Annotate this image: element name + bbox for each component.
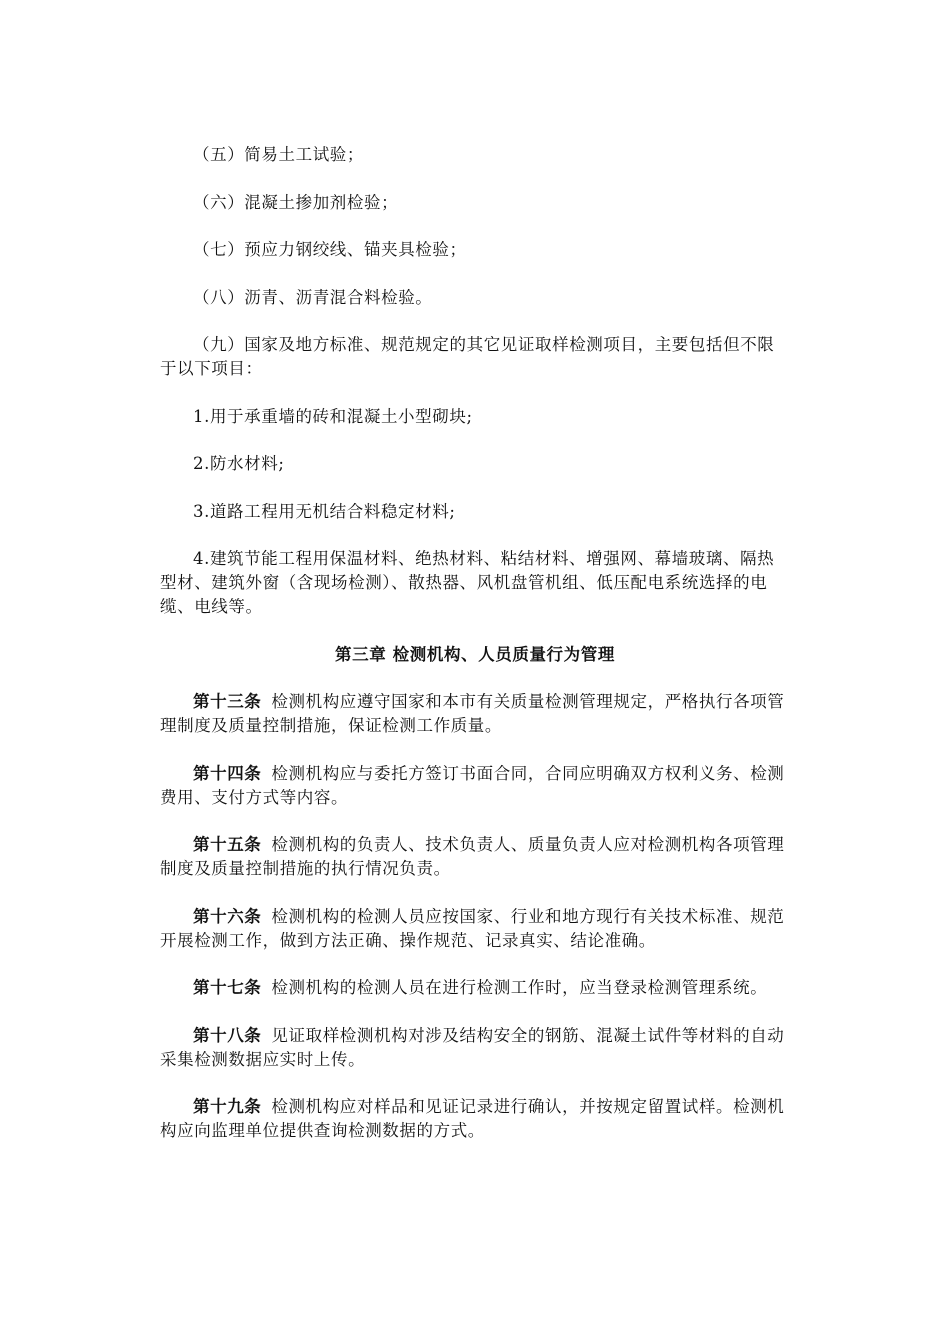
article-17: [160, 976, 790, 1000]
document-page: [160, 143, 790, 1143]
item-5: （五）简易土工试验；: [193, 145, 364, 164]
article-text: 见证取样检测机构对涉及结构安全的钢筋、混凝土试件等材料的自动采集检测数据应实时上传。: [160, 1025, 785, 1069]
article-14: [160, 762, 790, 810]
article-13: [160, 690, 790, 738]
item-6: （六）混凝土掺加剂检验；: [193, 192, 399, 212]
article-text: 检测机构应与委托方签订书面合同，合同应明确双方权利义务、检测费用、支付方式等内容。: [160, 763, 785, 807]
article-number: 第十九条: [193, 1097, 262, 1116]
article-text: 检测机构的负责人、技术负责人、质量负责人应对检测机构各项管理制度及质量控制措施的执行情况负责。: [160, 835, 785, 878]
article-text: 检测机构的检测人员在进行检测工作时，应当登录检测管理系统。: [271, 978, 768, 997]
article-number: 第十五条: [193, 835, 262, 854]
item-7: （七）预应力钢绞线、锚夹具检验；: [193, 240, 467, 259]
article-15: [160, 833, 790, 881]
item-9: （九）国家及地方标准、规范规定的其它见证取样检测项目，主要包括但不限于以下项目：: [160, 335, 775, 378]
article-number: 第十八条: [193, 1025, 262, 1045]
article-number: 第十六条: [193, 906, 262, 926]
article-number: 第十四条: [193, 763, 262, 783]
article-16: [160, 905, 790, 953]
article-19: [160, 1095, 790, 1143]
subitem-3: 3.道路工程用无机结合料稳定材料;: [193, 501, 456, 521]
article-number: 第十三条: [193, 692, 262, 711]
article-text: 检测机构应遵守国家和本市有关质量检测管理规定，严格执行各项管理制度及质量控制措施，保证检测工作质量。: [160, 692, 785, 735]
article-text: 检测机构的检测人员应按国家、行业和地方现行有关技术标准、规范开展检测工作，做到方法正确、操作规范、记录真实、结论准确。: [160, 906, 785, 950]
subitem-4: 4.建筑节能工程用保温材料、绝热材料、粘结材料、增强网、幕墙玻璃、隔热型材、建筑外窗（含现场检测）、散热器、风机盘管机组、低压配电系统选择的电缆、电线等。: [160, 549, 775, 616]
chapter-title: 第三章 检测机构、人员质量行为管理: [335, 644, 615, 664]
item-8: （八）沥青、沥青混合料检验。: [193, 287, 433, 307]
subitem-1: 1.用于承重墙的砖和混凝土小型砌块;: [193, 406, 473, 426]
subitem-2: 2.防水材料;: [193, 454, 285, 473]
article-18: [160, 1024, 790, 1072]
article-text: 检测机构应对样品和见证记录进行确认，并按规定留置试样。检测机构应向监理单位提供查询检测数据的方式。: [160, 1097, 785, 1140]
article-number: 第十七条: [193, 978, 262, 997]
